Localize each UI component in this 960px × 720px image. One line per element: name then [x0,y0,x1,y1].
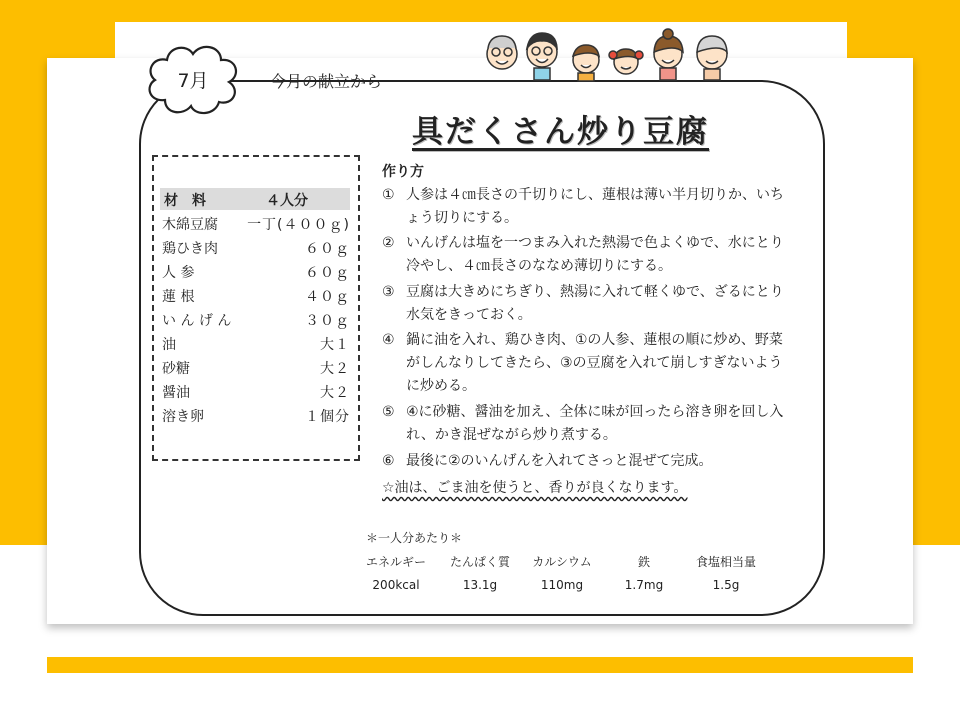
ingredient-row [162,262,350,284]
ingredient-name: 人 参 [162,265,195,281]
ingredient-name: 醤油 [162,385,190,401]
ingredient-row [162,382,350,404]
cooking-tip: ☆油は、ごま油を使うと、香りが良くなります。 [382,480,688,496]
grandmother-icon [697,36,727,80]
ingredient-row [162,214,350,236]
ingredient-name: 溶き卵 [162,409,204,425]
ingredient-name: 蓮 根 [162,289,195,305]
ingredient-name: 砂糖 [162,361,190,377]
grandfather-icon [487,36,517,69]
step-text: ④に砂糖、醤油を加え、全体に味が回ったら溶き卵を回し入れ、かき混ぜながら炒り煮する。 [406,404,784,443]
step-text: 最後に②のいんげんを入れてさっと混ぜて完成。 [406,453,713,469]
nutrition-label: 食塩相当量 [695,555,756,569]
ingredient-amount: 大２ [320,385,350,401]
nutrition-label: エネルギー [365,555,426,569]
step-text: いんげんは塩を一つまみ入れた熱湯で色よくゆで、水にとり冷やし、４㎝長さのななめ薄切りにする。 [406,235,784,274]
month-label: 7月 [177,70,209,92]
ingredient-amount: 大１ [320,337,350,353]
ingredient-name: 木綿豆腐 [162,217,218,233]
step-number: ⑥ [382,453,395,469]
method-heading: 作り方 [382,164,424,180]
ingredient-row [162,334,350,356]
ingredients-header [160,188,350,210]
ingredient-amount: ６０ｇ [305,265,350,281]
nutrition-value: 13.1g [462,578,498,592]
step-text: 豆腐は大きめにちぎり、熱湯に入れて軽くゆで、ざるにとり水気をきっておく。 [406,284,784,323]
ingredient-amount: １個分 [305,409,350,425]
ingredient-name: 油 [162,337,176,353]
step-number: ③ [382,284,395,300]
step-number: ① [382,187,395,203]
father-icon [527,33,557,80]
ingredient-row [162,286,350,308]
subtitle: 今月の献立から [270,72,383,91]
nutrition-value: 200kcal [372,578,420,592]
ingredient-row [162,238,350,260]
ingredient-row [162,406,350,428]
nutrition-label: カルシウム [532,555,592,569]
ingredient-amount: ３０ｇ [305,313,350,329]
ingredients-header-label: 材 料 [164,193,206,209]
ingredient-row [162,310,350,332]
girl-icon [609,49,643,74]
nutrition-label: たんぱく質 [449,555,510,569]
step-number: ② [382,235,395,251]
yellow-bottom-bar [47,657,913,673]
nutrition-heading: ＊一人分あたり＊ [366,531,463,545]
family-illustration [480,22,760,82]
step-number: ④ [382,332,395,348]
step-text: 人参は４㎝長さの千切りにし、蓮根は薄い半月切りか、いちょう切りにする。 [406,187,784,226]
mother-icon [654,29,683,80]
nutrition-value: 1.5g [712,578,740,592]
boy-icon [573,45,599,81]
ingredient-row [162,358,350,380]
ingredient-amount: ６０ｇ [305,241,350,257]
step-number: ⑤ [382,404,395,420]
ingredient-amount: 大２ [320,361,350,377]
ingredient-name: 鶏ひき肉 [162,241,218,257]
nutrition-label: 鉄 [637,555,650,569]
nutrition-value: 110mg [540,578,584,592]
header-rule-left [244,80,264,82]
ingredient-amount: 一丁(４００ｇ) [247,217,350,233]
ingredients-header-servings: ４人分 [266,193,308,209]
dish-title: 具だくさん炒り豆腐 [412,114,709,150]
ingredient-amount: ４０ｇ [305,289,350,305]
step-text: 鍋に油を入れ、鶏ひき肉、①の人参、蓮根の順に炒め、野菜がしんなりしてきたら、③の豆腐を入れて崩しすぎないように炒める。 [406,332,783,394]
nutrition-value: 1.7mg [624,578,664,592]
ingredient-name: い ん げ ん [162,313,232,329]
